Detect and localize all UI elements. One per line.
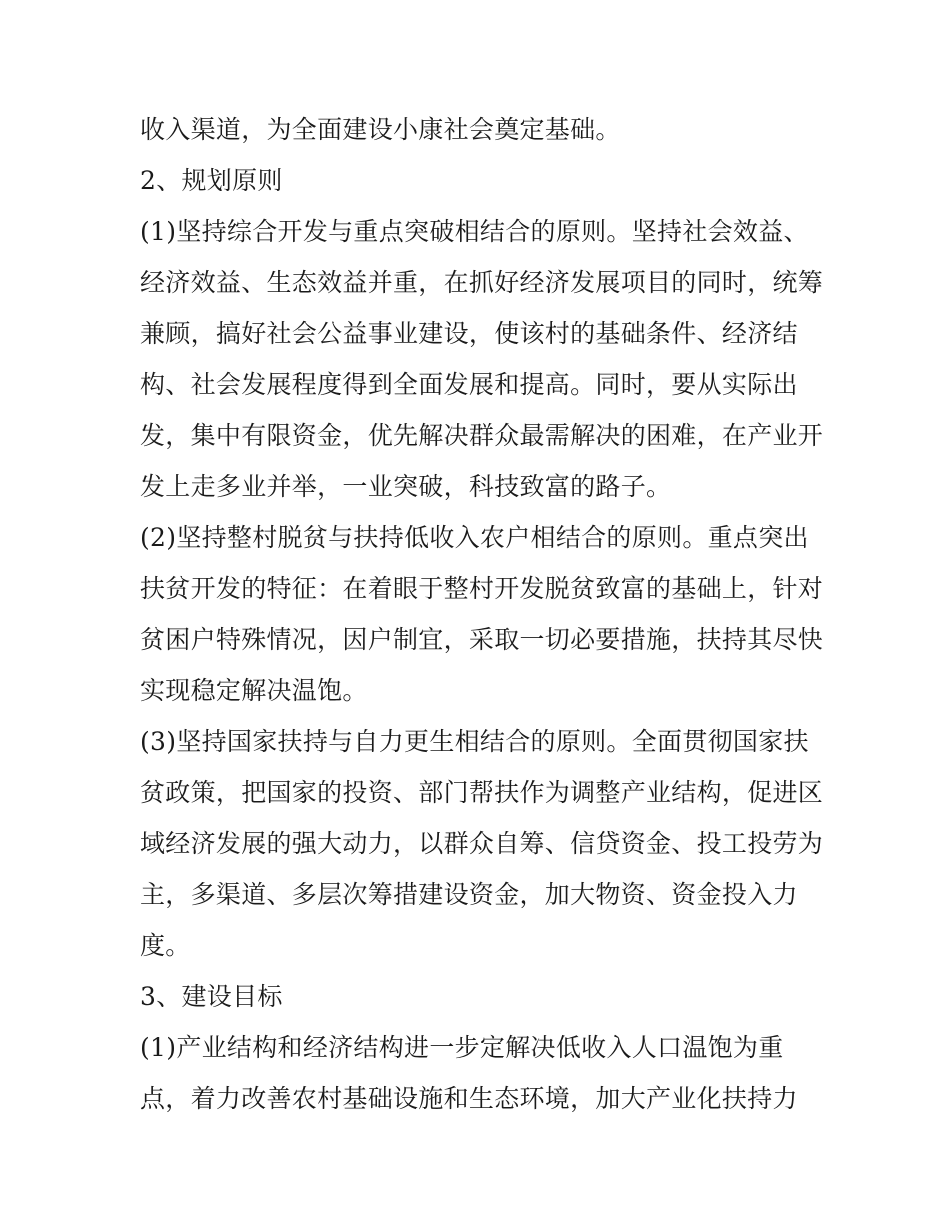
text-line: (2)坚持整村脱贫与扶持低收入农户相结合的原则。重点突出 — [140, 523, 809, 552]
text-line: 发上走多业并举，一业突破，科技致富的路子。 — [140, 472, 672, 501]
text-line: 发，集中有限资金，优先解决群众最需解决的困难，在产业开 — [140, 421, 824, 450]
text-line: 收入渠道，为全面建设小康社会奠定基础。 — [140, 115, 621, 144]
text-line: 贫政策，把国家的投资、部门帮扶作为调整产业结构，促进区 — [140, 778, 824, 807]
text-line: (1)产业结构和经济结构进一步定解决低收入人口温饱为重 — [140, 1033, 784, 1062]
section-heading-planning-principles: 2、规划原则 — [140, 166, 283, 195]
text-line: 构、社会发展程度得到全面发展和提高。同时，要从实际出 — [140, 370, 798, 399]
text-line: 主，多渠道、多层次筹措建设资金，加大物资、资金投入力 — [140, 880, 798, 909]
text-line: (1)坚持综合开发与重点突破相结合的原则。坚持社会效益、 — [140, 217, 809, 246]
text-line: 贫困户特殊情况，因户制宜，采取一切必要措施，扶持其尽快 — [140, 625, 824, 654]
text-line: 兼顾，搞好社会公益事业建设，使该村的基础条件、经济结 — [140, 319, 798, 348]
text-line: 度。 — [140, 931, 191, 960]
document-body — [140, 104, 824, 1124]
text-line: 点，着力改善农村基础设施和生态环境，加大产业化扶持力 — [140, 1084, 798, 1113]
text-line: (3)坚持国家扶持与自力更生相结合的原则。全面贯彻国家扶 — [140, 727, 809, 756]
text-line: 扶贫开发的特征：在着眼于整村开发脱贫致富的基础上，针对 — [140, 574, 824, 603]
text-line: 实现稳定解决温饱。 — [140, 676, 368, 705]
section-heading-construction-goals: 3、建设目标 — [140, 982, 283, 1011]
text-line: 经济效益、生态效益并重，在抓好经济发展项目的同时，统筹 — [140, 268, 824, 297]
text-line: 域经济发展的强大动力，以群众自筹、信贷资金、投工投劳为 — [140, 829, 824, 858]
